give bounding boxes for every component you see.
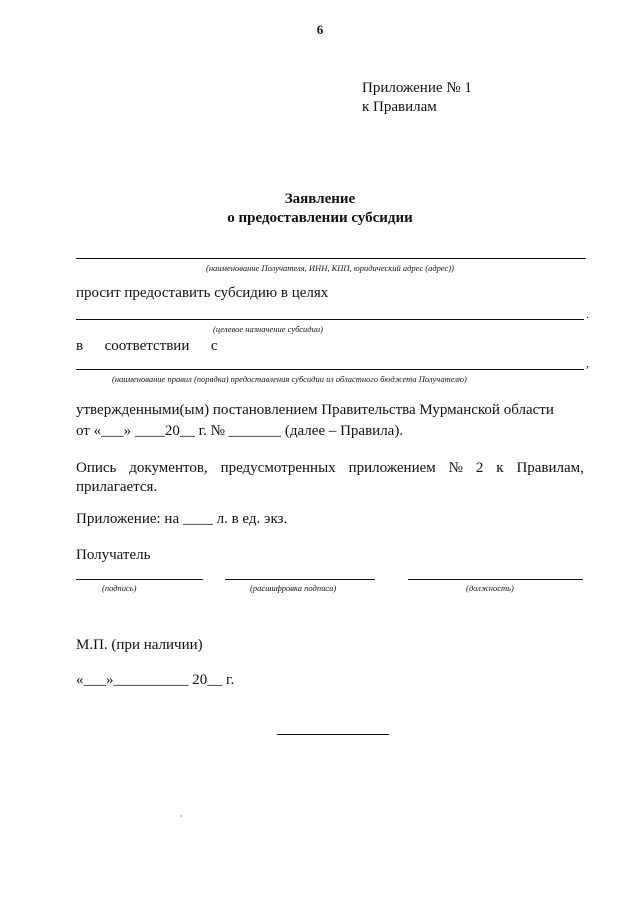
stamp-text: М.П. (при наличии) <box>76 637 203 653</box>
signature-line[interactable] <box>76 579 203 580</box>
rules-caption: (наименование правил (порядка) предоставления субсидии из областного бюджета Получателю) <box>112 374 467 384</box>
appendix-header <box>362 79 472 117</box>
position-line[interactable] <box>408 579 583 580</box>
position-caption: (должность) <box>466 583 514 593</box>
purpose-line[interactable] <box>76 319 584 320</box>
document-subtitle: о предоставлении субсидии <box>227 210 413 226</box>
page-number: 6 <box>316 22 324 37</box>
recipient-caption: (наименование Получателя, ИНН, КПП, юридический адрес (адрес)) <box>206 263 454 273</box>
date-sign-line: «___»__________ 20__ г. <box>76 672 235 688</box>
word-in: в <box>76 338 84 354</box>
decryption-line[interactable] <box>225 579 375 580</box>
signature-caption: (подпись) <box>102 583 137 593</box>
approved-line: утвержденными(ым) постановлением Правительства Мурманской области <box>76 402 554 418</box>
recipient-label: Получатель <box>76 547 151 563</box>
closing-separator <box>277 734 389 735</box>
rules-line[interactable] <box>76 369 584 370</box>
word-with: с <box>210 338 218 354</box>
appendix-number: Приложение № 1 <box>362 80 472 96</box>
decryption-caption: (расшифровка подписи) <box>250 583 337 593</box>
word-accordance: соответствии <box>104 338 190 354</box>
recipient-name-line[interactable] <box>76 258 586 259</box>
inventory-line: Опись документов, предусмотренных приложением № 2 к Правилам, <box>76 460 584 476</box>
request-text: просит предоставить субсидию в целях <box>76 285 329 301</box>
attachment-line: Приложение: на ____ л. в ед. экз. <box>76 511 288 527</box>
stray-mark: · <box>180 812 183 821</box>
inventory-line-2: прилагается. <box>76 479 158 495</box>
accordance-words <box>76 338 218 355</box>
document-title: Заявление <box>284 191 356 207</box>
date-line: от «___» ____20__ г. № _______ (далее – Правила). <box>76 423 404 439</box>
appendix-rules: к Правилам <box>362 99 437 115</box>
purpose-caption: (целевое назначение субсидии) <box>213 324 323 334</box>
